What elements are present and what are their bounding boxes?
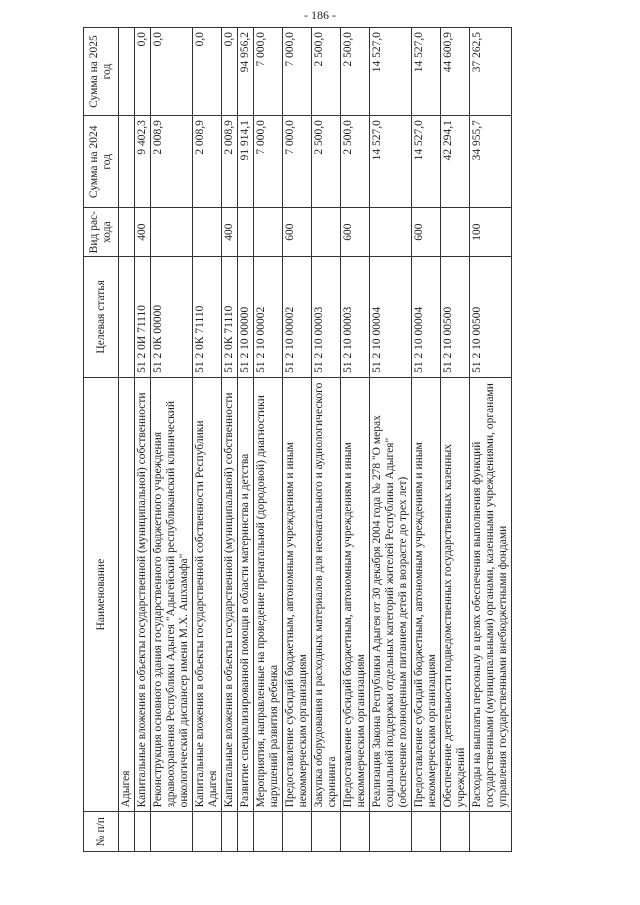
cell-sum-2024: 7 000,0	[254, 116, 283, 208]
table-row	[470, 28, 512, 852]
budget-table	[83, 27, 512, 852]
table-row	[119, 28, 135, 852]
cell-sum-2025: 37 262,5	[470, 28, 512, 116]
header-vid: Вид рас- хода	[84, 208, 119, 256]
cell-name: Капитальные вложения в объекты государственной (муниципальной) собственности	[222, 377, 238, 812]
header-sum-2024: Сумма на 2024 год	[84, 116, 119, 208]
table-row	[193, 28, 222, 852]
header-num: № п/п	[84, 812, 119, 852]
cell-sum-2025: 0,0	[151, 28, 193, 116]
cell-vid: 400	[222, 208, 238, 256]
cell-name: Развитие специализированной помощи в области материнства и детства	[238, 377, 254, 812]
cell-num	[412, 812, 441, 852]
cell-name: Предоставление субсидий бюджетным, автономным учреждениям и иным некоммерческим организациям	[341, 377, 370, 812]
cell-sum-2024: 7 000,0	[283, 116, 312, 208]
cell-name: Предоставление субсидий бюджетным, автономным учреждениям и иным некоммерческим организациям	[412, 377, 441, 812]
cell-num	[151, 812, 193, 852]
cell-sum-2024: 14 527,0	[412, 116, 441, 208]
cell-sum-2025: 2 500,0	[312, 28, 341, 116]
cell-sum-2024: 2 008,9	[193, 116, 222, 208]
rotated-budget-table	[83, 27, 583, 852]
cell-num	[312, 812, 341, 852]
table-row	[341, 28, 370, 852]
cell-vid	[254, 208, 283, 256]
cell-num	[470, 812, 512, 852]
cell-sum-2024: 2 008,9	[222, 116, 238, 208]
cell-num	[283, 812, 312, 852]
header-name: Наименование	[84, 377, 119, 812]
table-row	[283, 28, 312, 852]
cell-vid	[151, 208, 193, 256]
cell-num	[254, 812, 283, 852]
cell-sum-2024: 91 914,1	[238, 116, 254, 208]
cell-code: 51 2 10 00000	[238, 256, 254, 377]
table-row	[222, 28, 238, 852]
cell-vid: 400	[135, 208, 151, 256]
cell-code: 51 2 10 00004	[412, 256, 441, 377]
cell-num	[341, 812, 370, 852]
cell-name: Закупка оборудования и расходных материалов для неонатального и аудиологического скрининга	[312, 377, 341, 812]
table-row	[370, 28, 412, 852]
cell-sum-2024: 2 500,0	[341, 116, 370, 208]
cell-sum-2025: 44 600,9	[441, 28, 470, 116]
cell-name: Капитальные вложения в объекты государственной собственности Республики Адыгея	[193, 377, 222, 812]
cell-name: Адыгея	[119, 377, 135, 812]
cell-name: Расходы на выплаты персоналу в целях обеспечения выполнения функций государственными (муниципальными) органами, казенными учреждениями, органами управления государственными внебюджетными фондами	[470, 377, 512, 812]
cell-sum-2024: 2 008,9	[151, 116, 193, 208]
cell-code: 51 2 10 00004	[370, 256, 412, 377]
cell-code	[119, 256, 135, 377]
table-row	[151, 28, 193, 852]
table-row	[135, 28, 151, 852]
cell-code: 51 2 10 00500	[441, 256, 470, 377]
cell-vid: 100	[470, 208, 512, 256]
cell-num	[222, 812, 238, 852]
cell-sum-2025	[119, 28, 135, 116]
header-sum-2025: Сумма на 2025 год	[84, 28, 119, 116]
cell-vid	[238, 208, 254, 256]
cell-code: 51 2 10 00002	[283, 256, 312, 377]
table-row	[254, 28, 283, 852]
table-row	[312, 28, 341, 852]
cell-vid: 600	[283, 208, 312, 256]
cell-num	[441, 812, 470, 852]
page-number: - 186 -	[304, 8, 336, 22]
cell-code: 51 2 0К 71110	[193, 256, 222, 377]
cell-code: 51 2 10 00003	[312, 256, 341, 377]
cell-vid	[312, 208, 341, 256]
cell-sum-2025: 14 527,0	[370, 28, 412, 116]
cell-sum-2025: 14 527,0	[412, 28, 441, 116]
cell-name: Реконструкция основного здания государственного бюджетного учреждения здравоохранения Республики Адыгея "Адыгейский республиканский клинический онкологический диспансер имени М.Х. Ашхамафа"	[151, 377, 193, 812]
cell-name: Обеспечение деятельности подведомственных государственных казенных учреждений	[441, 377, 470, 812]
cell-sum-2024	[119, 116, 135, 208]
table-row	[238, 28, 254, 852]
table-header-row	[84, 28, 119, 852]
cell-code: 51 2 10 00003	[341, 256, 370, 377]
cell-sum-2024: 14 527,0	[370, 116, 412, 208]
cell-num	[135, 812, 151, 852]
cell-num	[370, 812, 412, 852]
cell-sum-2025: 2 500,0	[341, 28, 370, 116]
cell-sum-2025: 0,0	[193, 28, 222, 116]
cell-sum-2024: 34 955,7	[470, 116, 512, 208]
cell-num	[119, 812, 135, 852]
table-row	[441, 28, 470, 852]
cell-vid	[441, 208, 470, 256]
cell-sum-2024: 42 294,1	[441, 116, 470, 208]
cell-code: 51 2 0И 71110	[135, 256, 151, 377]
table-row	[412, 28, 441, 852]
cell-name: Капитальные вложения в объекты государственной (муниципальной) собственности	[135, 377, 151, 812]
cell-name: Реализация Закона Республики Адыгея от 30 декабря 2004 года № 278 "О мерах социальной поддержки отдельных категорий жителей Республики Адыгея" (обеспечение полноценным питанием детей в возрасте до трех лет)	[370, 377, 412, 812]
cell-vid	[193, 208, 222, 256]
cell-vid: 600	[341, 208, 370, 256]
cell-code: 51 2 0К 71110	[222, 256, 238, 377]
cell-sum-2024: 2 500,0	[312, 116, 341, 208]
cell-sum-2025: 0,0	[135, 28, 151, 116]
cell-code: 51 2 10 00500	[470, 256, 512, 377]
cell-vid	[370, 208, 412, 256]
cell-sum-2025: 94 956,2	[238, 28, 254, 116]
cell-sum-2025: 0,0	[222, 28, 238, 116]
cell-name: Мероприятия, направленные на проведение пренатальной (дородовой) диагностики нарушений развития ребенка	[254, 377, 283, 812]
cell-vid	[119, 208, 135, 256]
cell-sum-2025: 7 000,0	[254, 28, 283, 116]
cell-sum-2024: 9 402,3	[135, 116, 151, 208]
cell-code: 51 2 10 00002	[254, 256, 283, 377]
cell-vid: 600	[412, 208, 441, 256]
cell-sum-2025: 7 000,0	[283, 28, 312, 116]
header-code: Целевая статья	[84, 256, 119, 377]
cell-num	[193, 812, 222, 852]
cell-name: Предоставление субсидий бюджетным, автономным учреждениям и иным некоммерческим организациям	[283, 377, 312, 812]
cell-code: 51 2 0К 00000	[151, 256, 193, 377]
cell-num	[238, 812, 254, 852]
